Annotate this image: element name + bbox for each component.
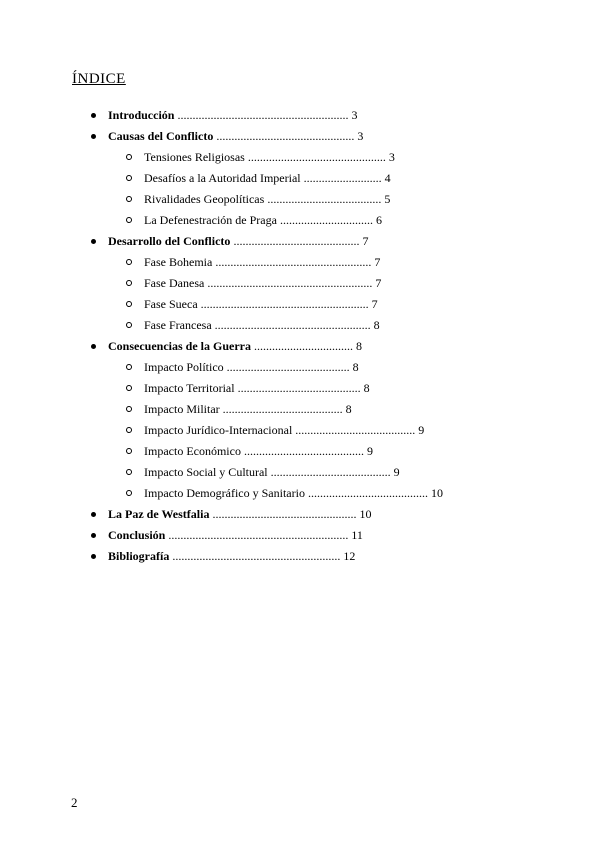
toc-entry-text <box>144 168 391 189</box>
toc-entry[interactable] <box>0 399 600 420</box>
toc-leader-dots: .......................... <box>300 171 382 185</box>
toc-page-number: 11 <box>351 528 363 542</box>
toc-leader-dots: ........................................ <box>219 402 343 416</box>
toc-entry[interactable] <box>0 462 600 483</box>
toc-entry[interactable] <box>0 378 600 399</box>
bullet-icon <box>91 554 96 559</box>
toc-leader-dots: .................................................... <box>211 318 371 332</box>
toc-entry-text <box>144 462 400 483</box>
toc-entry-title: Fase Danesa <box>144 276 205 290</box>
toc-page-number: 3 <box>357 129 364 143</box>
bullet-icon <box>91 512 96 517</box>
toc-entry-title: Fase Sueca <box>144 297 198 311</box>
toc-leader-dots: ......................................................... <box>174 108 349 122</box>
toc-entry-title: La Paz de Westfalia <box>108 507 210 521</box>
bullet-icon <box>91 533 96 538</box>
toc-entry-title: Impacto Social y Cultural <box>144 465 268 479</box>
toc-entry[interactable] <box>0 252 600 273</box>
toc-page-number: 10 <box>430 486 443 500</box>
circle-bullet-icon <box>126 406 132 412</box>
toc-page-number: 8 <box>352 360 359 374</box>
toc-entry[interactable] <box>0 168 600 189</box>
toc-entry-title: Impacto Económico <box>144 444 241 458</box>
toc-entry-text <box>108 525 363 546</box>
toc-entry-title: Bibliografía <box>108 549 170 563</box>
toc-entry[interactable] <box>0 483 600 504</box>
toc-page-number: 8 <box>373 318 380 332</box>
toc-leader-dots: .......................................... <box>230 234 360 248</box>
toc-entry-text <box>108 336 362 357</box>
toc-leader-dots: ......................................... <box>223 360 350 374</box>
toc-leader-dots: ........................................................ <box>197 297 369 311</box>
page-title: ÍNDICE <box>72 71 126 87</box>
toc-page-number: 7 <box>375 276 382 290</box>
toc-leader-dots: ........................................ <box>292 423 416 437</box>
toc-entry-text <box>144 273 381 294</box>
toc-leader-dots: ............................................................ <box>165 528 349 542</box>
toc-page-number: 8 <box>356 339 362 353</box>
circle-bullet-icon <box>126 448 132 454</box>
toc-entry[interactable] <box>0 126 600 147</box>
toc-entry-title: Fase Francesa <box>144 318 212 332</box>
toc-entry[interactable] <box>0 105 600 126</box>
toc-entry-title: Conclusión <box>108 528 166 542</box>
toc-entry-text <box>144 441 373 462</box>
toc-entry[interactable] <box>0 504 600 525</box>
toc-entry[interactable] <box>0 336 600 357</box>
toc-entry-title: Impacto Jurídico-Internacional <box>144 423 293 437</box>
toc-leader-dots: ........................................ <box>267 465 391 479</box>
toc-entry[interactable] <box>0 147 600 168</box>
circle-bullet-icon <box>126 364 132 370</box>
toc-entry-text <box>144 378 370 399</box>
toc-entry-text <box>144 420 424 441</box>
toc-entry-text <box>144 315 380 336</box>
toc-entry-text <box>108 126 363 147</box>
toc-leader-dots: ......................................... <box>234 381 361 395</box>
toc-entry-title: Impacto Demográfico y Sanitario <box>144 486 305 500</box>
toc-entry-text <box>108 105 357 126</box>
toc-leader-dots: ........................................ <box>304 486 428 500</box>
toc-entry[interactable] <box>0 315 600 336</box>
toc-entry-text <box>144 189 390 210</box>
bullet-icon <box>91 344 96 349</box>
toc-entry-text <box>108 546 355 567</box>
toc-entry[interactable] <box>0 189 600 210</box>
toc-page-number: 9 <box>418 423 425 437</box>
toc-leader-dots: .................................................... <box>212 255 372 269</box>
circle-bullet-icon <box>126 301 132 307</box>
circle-bullet-icon <box>126 427 132 433</box>
circle-bullet-icon <box>126 259 132 265</box>
toc-entry-title: Consecuencias de la Guerra <box>108 339 251 353</box>
circle-bullet-icon <box>126 490 132 496</box>
circle-bullet-icon <box>126 280 132 286</box>
toc-entry-text <box>144 252 380 273</box>
toc-entry-title: Impacto Territorial <box>144 381 235 395</box>
bullet-icon <box>91 134 96 139</box>
bullet-icon <box>91 239 96 244</box>
toc-entry[interactable] <box>0 525 600 546</box>
toc-entry-text <box>144 294 378 315</box>
toc-entry[interactable] <box>0 420 600 441</box>
toc-entry[interactable] <box>0 231 600 252</box>
toc-page-number: 7 <box>362 234 369 248</box>
toc-leader-dots: ............................... <box>276 213 373 227</box>
toc-entry[interactable] <box>0 441 600 462</box>
circle-bullet-icon <box>126 385 132 391</box>
circle-bullet-icon <box>126 154 132 160</box>
toc-entry-text <box>144 147 395 168</box>
toc-page-number: 12 <box>343 549 356 563</box>
toc-entry[interactable] <box>0 294 600 315</box>
toc-page-number: 8 <box>345 402 352 416</box>
table-of-contents <box>0 105 600 567</box>
toc-page-number: 10 <box>359 507 372 521</box>
toc-entry-text <box>108 504 371 525</box>
toc-entry[interactable] <box>0 273 600 294</box>
toc-entry-title: Causas del Conflicto <box>108 129 214 143</box>
toc-entry[interactable] <box>0 357 600 378</box>
bullet-icon <box>91 113 96 118</box>
toc-leader-dots: ........................................ <box>240 444 364 458</box>
toc-entry-title: Tensiones Religiosas <box>144 150 245 164</box>
toc-page-number: 3 <box>388 150 395 164</box>
circle-bullet-icon <box>126 175 132 181</box>
toc-entry-text <box>144 483 443 504</box>
toc-leader-dots: ................................. <box>251 339 353 353</box>
toc-entry-text <box>144 210 382 231</box>
toc-entry[interactable] <box>0 210 600 231</box>
toc-entry-title: Fase Bohemia <box>144 255 213 269</box>
toc-entry-title: La Defenestración de Praga <box>144 213 277 227</box>
toc-page-number: 8 <box>363 381 370 395</box>
toc-entry-title: Desarrollo del Conflicto <box>108 234 231 248</box>
toc-entry-title: Impacto Militar <box>144 402 220 416</box>
circle-bullet-icon <box>126 322 132 328</box>
toc-leader-dots: ................................................ <box>209 507 357 521</box>
toc-leader-dots: ........................................................ <box>169 549 341 563</box>
toc-entry[interactable] <box>0 546 600 567</box>
toc-page-number: 9 <box>366 444 373 458</box>
toc-page-number: 7 <box>371 297 378 311</box>
toc-entry-text <box>108 231 368 252</box>
toc-page-number: 7 <box>374 255 381 269</box>
toc-entry-title: Rivalidades Geopolíticas <box>144 192 265 206</box>
toc-entry-title: Introducción <box>108 108 175 122</box>
toc-leader-dots: ....................................................... <box>204 276 373 290</box>
toc-entry-title: Impacto Político <box>144 360 224 374</box>
circle-bullet-icon <box>126 217 132 223</box>
toc-entry-text <box>144 399 352 420</box>
toc-page-number: 5 <box>384 192 391 206</box>
circle-bullet-icon <box>126 196 132 202</box>
toc-leader-dots: ...................................... <box>264 192 382 206</box>
toc-leader-dots: .............................................. <box>213 129 355 143</box>
toc-entry-text <box>144 357 359 378</box>
circle-bullet-icon <box>126 469 132 475</box>
toc-page-number: 9 <box>393 465 400 479</box>
toc-page-number: 3 <box>351 108 358 122</box>
toc-page-number: 4 <box>384 171 391 185</box>
toc-leader-dots: .............................................. <box>244 150 386 164</box>
page-number: 2 <box>71 795 78 810</box>
toc-page-number: 6 <box>375 213 382 227</box>
toc-entry-title: Desafíos a la Autoridad Imperial <box>144 171 301 185</box>
